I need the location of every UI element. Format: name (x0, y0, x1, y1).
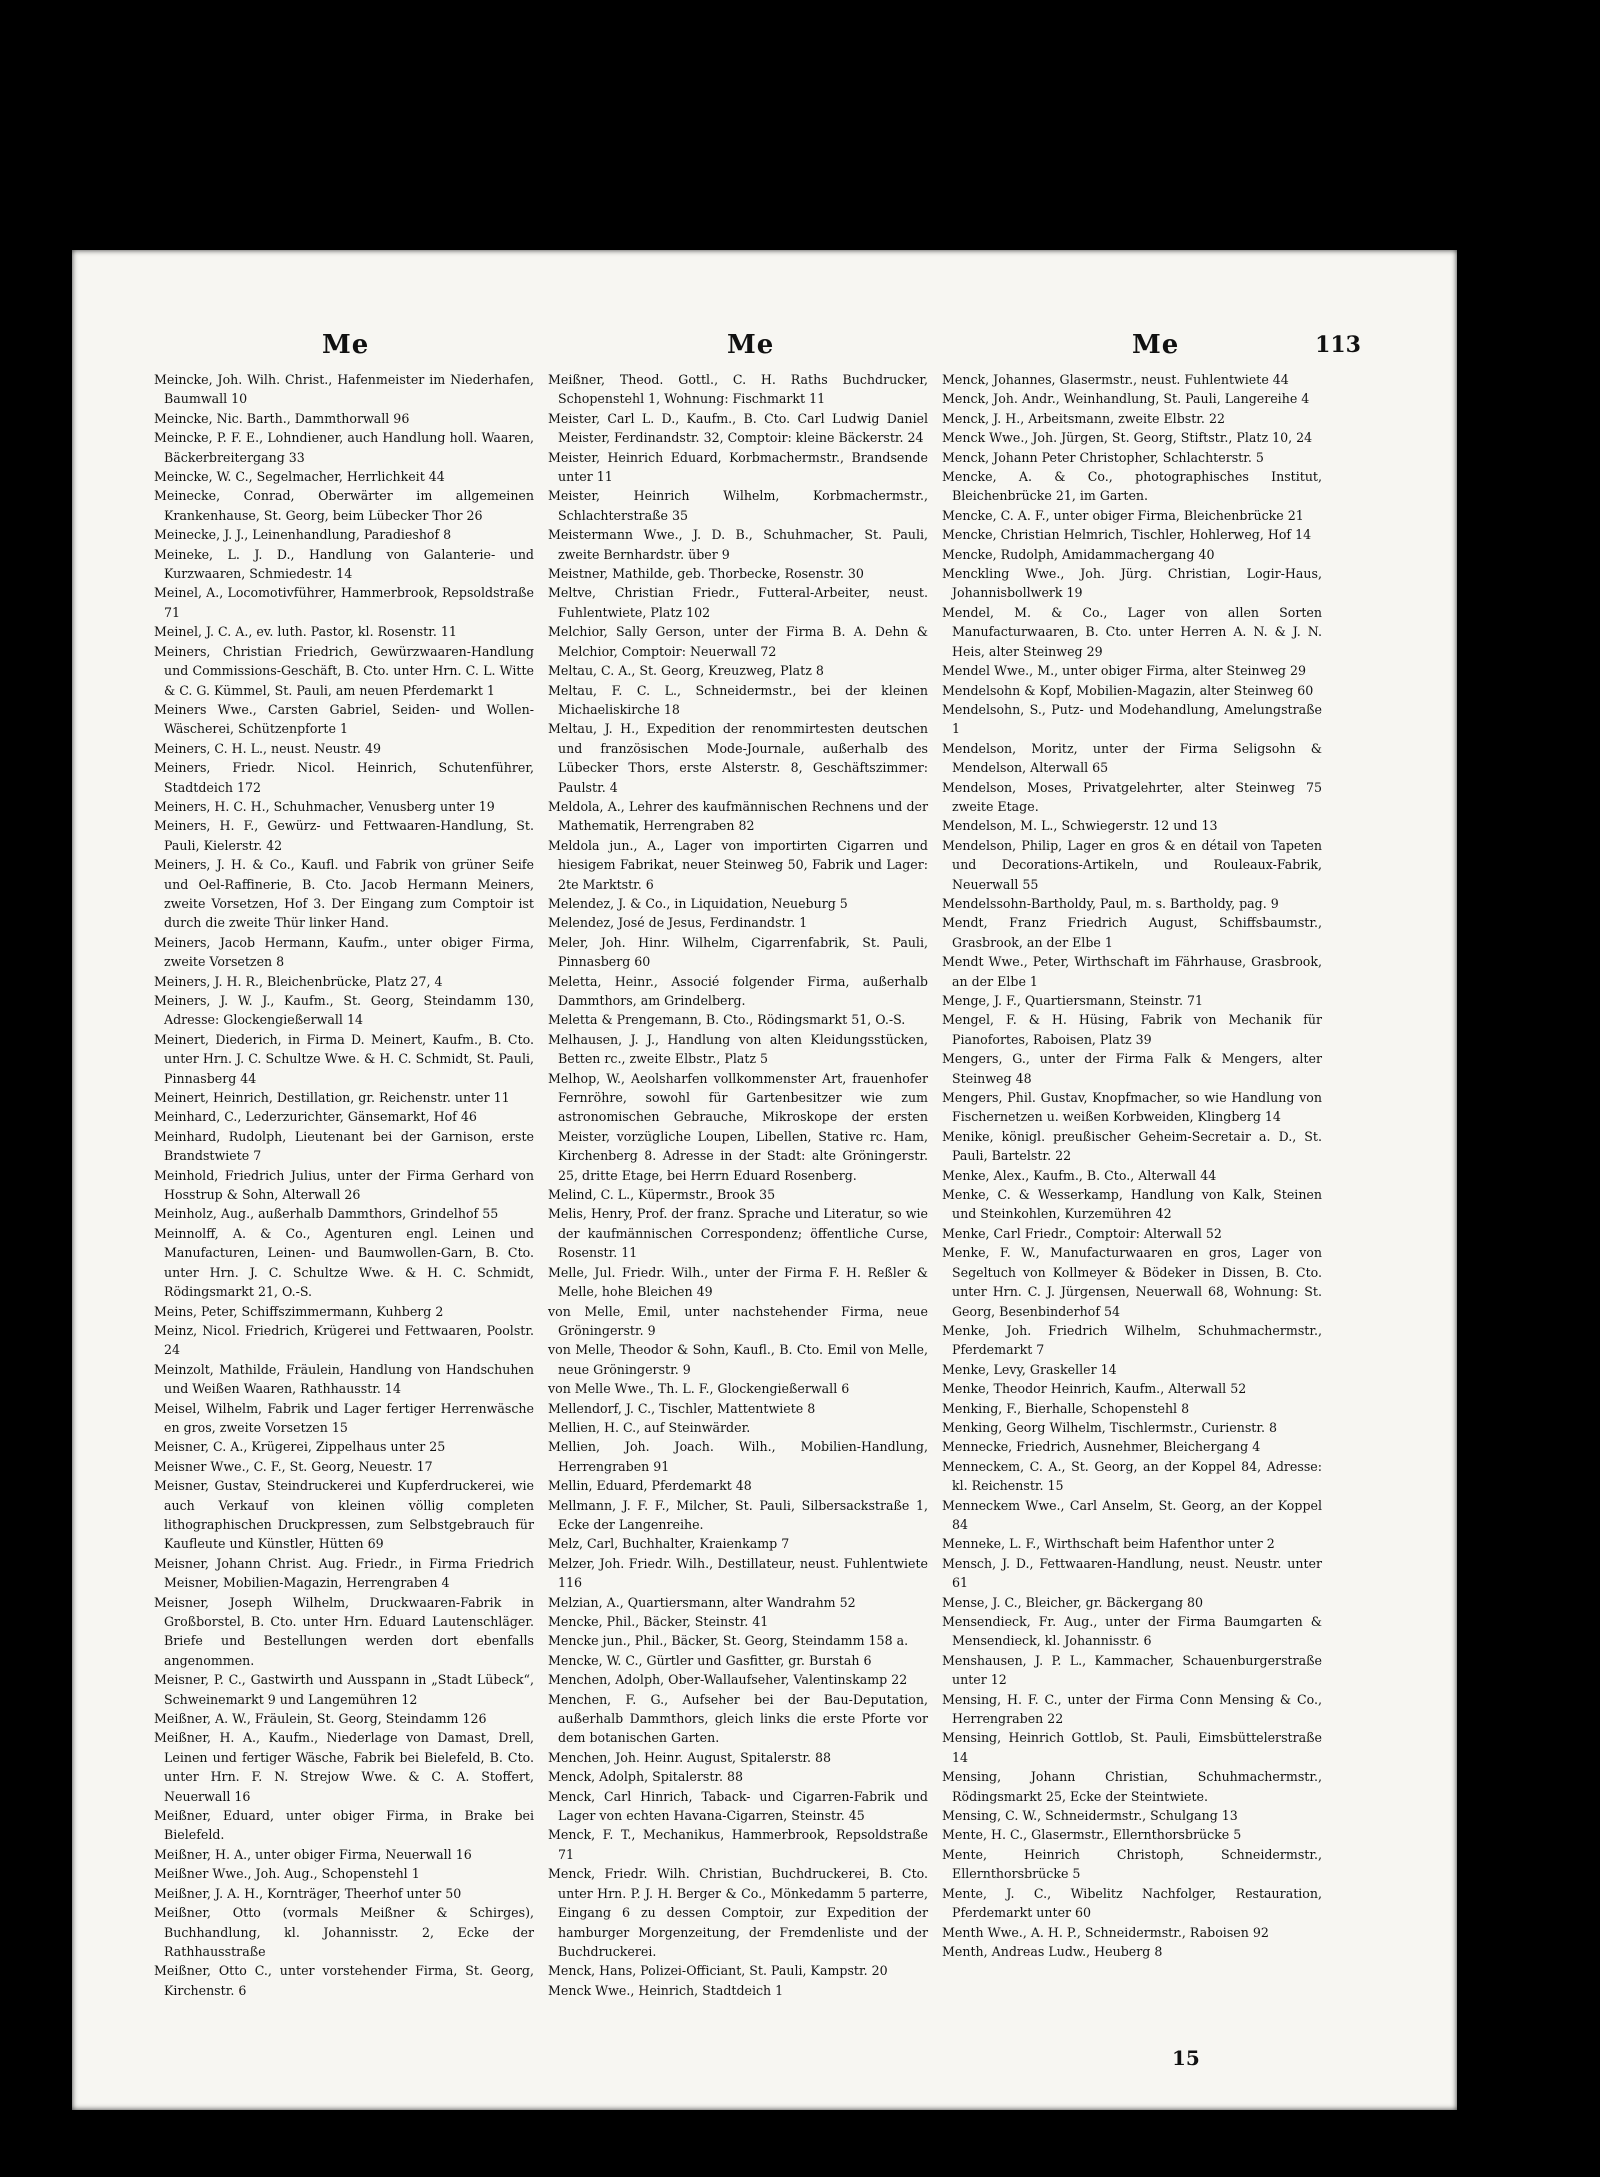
directory-entry: Menneckem Wwe., Carl Anselm, St. Georg, an der Koppel 84 (942, 1497, 1322, 1532)
directory-entry: Meiners, J. W. J., Kaufm., St. Georg, Steindamm 130, Adresse: Glockengießerwall 14 (154, 993, 534, 1028)
column-middle (548, 370, 928, 1998)
directory-entry: Menike, königl. preußischer Geheim-Secretair a. D., St. Pauli, Bartelstr. 22 (942, 1128, 1322, 1164)
directory-entry: Meister, Heinrich Eduard, Korbmachermstr., Brandsende unter 11 (548, 449, 928, 485)
directory-entry: Meinhold, Friedrich Julius, unter der Firma Gerhard von Hosstrup & Sohn, Alterwall 26 (154, 1167, 534, 1203)
directory-entry: Meistermann Wwe., J. D. B., Schuhmacher, St. Pauli, zweite Bernhardstr. über 9 (548, 527, 928, 562)
directory-entry: Meinecke, J. J., Leinenhandlung, Paradieshof 8 (154, 527, 452, 543)
directory-entry: Menshausen, J. P. L., Kammacher, Schauenburgerstraße unter 12 (942, 1652, 1322, 1688)
directory-entry: Meltau, J. H., Expedition der renommirtesten deutschen und französischen Mode-Journale, außerhalb des Lübecker Thors, erste Alsterstr. 8, Geschäftszimmer: Paulstr. 4 (548, 721, 928, 795)
header-left: Me (322, 330, 370, 360)
directory-entry: von Melle, Theodor & Sohn, Kaufl., B. Cto. Emil von Melle, neue Gröningerstr. 9 (548, 1342, 928, 1377)
directory-entry: Mendel Wwe., M., unter obiger Firma, alter Steinweg 29 (942, 663, 1306, 679)
directory-entry: Meiners, H. C. H., Schuhmacher, Venusberg unter 19 (154, 798, 495, 814)
directory-entry: Meiners, Jacob Hermann, Kaufm., unter obiger Firma, zweite Vorsetzen 8 (154, 934, 534, 970)
directory-entry: Menth Wwe., A. H. P., Schneidermstr., Raboisen 92 (942, 1924, 1269, 1940)
column-right (942, 370, 1322, 1990)
directory-entry: Meister, Heinrich Wilhelm, Korbmachermstr., Schlachterstraße 35 (548, 488, 928, 523)
directory-entry: Meisner, Gustav, Steindruckerei und Kupferdruckerei, wie auch Verkauf von kleinen völlig completen lithographischen Druckpressen, zum Selbstgebrauch für Kaufleute und Künstler, Hütten 69 (154, 1478, 534, 1552)
directory-entry: Mendt Wwe., Peter, Wirthschaft im Fährhause, Grasbrook, an der Elbe 1 (942, 954, 1322, 989)
directory-entry: Melendez, José de Jesus, Ferdinandstr. 1 (548, 915, 808, 931)
directory-entry: Menck, J. H., Arbeitsmann, zweite Elbstr. 22 (942, 410, 1225, 426)
directory-entry: Mensendieck, Fr. Aug., unter der Firma Baumgarten & Mensendieck, kl. Johannisstr. 6 (942, 1614, 1322, 1649)
column-left (154, 370, 534, 1998)
directory-entry: Meißner, H. A., Kaufm., Niederlage von Damast, Drell, Leinen und fertiger Wäsche, Fabrik bei Bielefeld, B. Cto. unter Hrn. F. N. Strejow Wwe. & C. A. Stoffert, Neuerwall 16 (154, 1730, 534, 1804)
directory-entry: von Melle, Emil, unter nachstehender Firma, neue Gröningerstr. 9 (548, 1303, 928, 1338)
directory-entry: Meinz, Nicol. Friedrich, Krügerei und Fettwaaren, Poolstr. 24 (154, 1322, 534, 1358)
directory-entry: Menke, Carl Friedr., Comptoir: Alterwall 52 (942, 1225, 1222, 1241)
directory-entry: Mennecke, Friedrich, Ausnehmer, Bleichergang 4 (942, 1439, 1261, 1455)
directory-entry: Meinnolff, A. & Co., Agenturen engl. Leinen und Manufacturen, Leinen- und Baumwollen-Garn, B. Cto. unter Hrn. J. C. Schultze Wwe. & H. C. Schmidt, Rödingsmarkt 21, O.-S. (154, 1225, 534, 1300)
directory-entry: Menke, Levy, Graskeller 14 (942, 1361, 1117, 1377)
directory-entry: Meisner Wwe., C. F., St. Georg, Neuestr. 17 (154, 1458, 433, 1474)
directory-entry: Meincke, W. C., Segelmacher, Herrlichkeit 44 (154, 469, 445, 485)
directory-entry: Menking, F., Bierhalle, Schopenstehl 8 (942, 1400, 1190, 1416)
directory-entry: Melz, Carl, Buchhalter, Kraienkamp 7 (548, 1536, 790, 1552)
directory-entry: Meißner, Otto C., unter vorstehender Firma, St. Georg, Kirchenstr. 6 (154, 1963, 534, 1998)
directory-entry: Meineke, L. J. D., Handlung von Galanterie- und Kurzwaaren, Schmiedestr. 14 (154, 546, 534, 582)
directory-entry: Mente, Heinrich Christoph, Schneidermstr., Ellernthorsbrücke 5 (942, 1846, 1322, 1882)
directory-entry: Mellien, Joh. Joach. Wilh., Mobilien-Handlung, Herrengraben 91 (548, 1439, 928, 1474)
directory-entry: Meiners, Friedr. Nicol. Heinrich, Schutenführer, Stadtdeich 172 (154, 760, 534, 795)
directory-entry: Menke, Joh. Friedrich Wilhelm, Schuhmachermstr., Pferdemarkt 7 (942, 1322, 1322, 1358)
directory-entry: Meißner, Otto (vormals Meißner & Schirges), Buchhandlung, kl. Johannisstr. 2, Ecke der Rathhausstraße (154, 1905, 534, 1959)
directory-entry: Mencke, Christian Helmrich, Tischler, Hohlerweg, Hof 14 (942, 527, 1312, 543)
directory-entry: Menchen, Adolph, Ober-Wallaufseher, Valentinskamp 22 (548, 1672, 908, 1688)
directory-entry: Melind, C. L., Küpermstr., Brook 35 (548, 1187, 776, 1203)
directory-entry: Meldola jun., A., Lager von importirten Cigarren und hiesigem Fabrikat, neuer Steinweg 50, Fabrik und Lager: 2te Marktstr. 6 (548, 837, 928, 892)
directory-entry: Menge, J. F., Quartiersmann, Steinstr. 71 (942, 993, 1203, 1008)
directory-entry: Menck, Johann Peter Christopher, Schlachterstr. 5 (942, 449, 1264, 465)
directory-entry: Mellendorf, J. C., Tischler, Mattentwiete 8 (548, 1400, 816, 1416)
directory-entry: Melchior, Sally Gerson, unter der Firma B. A. Dehn & Melchior, Comptoir: Neuerwall 72 (548, 624, 928, 659)
directory-entry: Melle, Jul. Friedr. Wilh., unter der Firma F. H. Reßler & Melle, hohe Bleichen 49 (548, 1264, 928, 1300)
directory-entry: Meincke, P. F. E., Lohndiener, auch Handlung holl. Waaren, Bäckerbreitergang 33 (154, 430, 534, 465)
directory-entry: Mellmann, J. F. F., Milcher, St. Pauli, Silbersackstraße 1, Ecke der Langenreihe. (548, 1497, 928, 1532)
directory-entry: Menke, Alex., Kaufm., B. Cto., Alterwall 44 (942, 1167, 1217, 1183)
directory-entry: Mensing, Johann Christian, Schuhmachermstr., Rödingsmarkt 25, Ecke der Steintwiete. (942, 1769, 1322, 1804)
directory-entry: Mendelson, Moses, Privatgelehrter, alter Steinweg 75 zweite Etage. (942, 779, 1322, 814)
directory-entry: Menchen, Joh. Heinr. August, Spitalerstr. 88 (548, 1749, 832, 1765)
running-header (72, 330, 1457, 366)
directory-entry: Mensing, C. W., Schneidermstr., Schulgang 13 (942, 1808, 1238, 1824)
directory-entry: Meins, Peter, Schiffszimmermann, Kuhberg 2 (154, 1303, 444, 1319)
directory-entry: Menck Wwe., Joh. Jürgen, St. Georg, Stiftstr., Platz 10, 24 (942, 430, 1313, 446)
directory-entry: Mencke, Rudolph, Amidammachergang 40 (942, 546, 1215, 562)
directory-entry: Meinert, Heinrich, Destillation, gr. Reichenstr. unter 11 (154, 1090, 510, 1106)
directory-entry: Meincke, Joh. Wilh. Christ., Hafenmeister im Niederhafen, Baumwall 10 (154, 372, 534, 407)
directory-entry: Meletta, Heinr., Associé folgender Firma, außerhalb Dammthors, am Grindelberg. (548, 973, 928, 1008)
directory-entry: Mendelssohn-Bartholdy, Paul, m. s. Bartholdy, pag. 9 (942, 895, 1279, 911)
directory-entry: Melhausen, J. J., Handlung von alten Kleidungsstücken, Betten rc., zweite Elbstr., Platz 5 (548, 1031, 928, 1067)
directory-entry: Meinhard, C., Lederzurichter, Gänsemarkt, Hof 46 (154, 1109, 477, 1125)
directory-entry: Meisner, P. C., Gastwirth und Ausspann in „Stadt Lübeck“, Schweinemarkt 9 und Langemühren 12 (154, 1672, 534, 1707)
directory-entry: Meisel, Wilhelm, Fabrik und Lager fertiger Herrenwäsche en gros, zweite Vorsetzen 15 (154, 1400, 534, 1435)
directory-entry: Meinecke, Conrad, Oberwärter im allgemeinen Krankenhause, St. Georg, beim Lübecker Thor 26 (154, 488, 534, 523)
directory-entry: Meißner, Theod. Gottl., C. H. Raths Buchdrucker, Schopenstehl 1, Wohnung: Fischmarkt 11 (548, 372, 928, 407)
directory-entry: Meltau, F. C. L., Schneidermstr., bei der kleinen Michaeliskirche 18 (548, 682, 928, 717)
directory-entry: Melzian, A., Quartiersmann, alter Wandrahm 52 (548, 1594, 856, 1610)
book-spine-shadow (0, 0, 70, 2177)
directory-entry: Meiners, J. H. R., Bleichenbrücke, Platz 27, 4 (154, 973, 443, 989)
directory-entry: Mendel, M. & Co., Lager von allen Sorten Manufacturwaaren, B. Cto. unter Herren A. N. & J. N. Heis, alter Steinweg 29 (942, 604, 1322, 659)
directory-entry: Mencke, C. A. F., unter obiger Firma, Bleichenbrücke 21 (942, 507, 1304, 523)
directory-entry: Meinert, Diederich, in Firma D. Meinert, Kaufm., B. Cto. unter Hrn. J. C. Schultze Wwe. & H. C. Schmidt, St. Pauli, Pinnasberg 44 (154, 1031, 534, 1086)
directory-entry: Menking, Georg Wilhelm, Tischlermstr., Curienstr. 8 (942, 1419, 1277, 1435)
directory-entry: Mendt, Franz Friedrich August, Schiffsbaumstr., Grasbrook, an der Elbe 1 (942, 915, 1322, 950)
directory-entry: Meinzolt, Mathilde, Fräulein, Handlung von Handschuhen und Weißen Waaren, Rathhausstr. 14 (154, 1361, 534, 1397)
directory-entry: Menneckem, C. A., St. Georg, an der Koppel 84, Adresse: kl. Reichenstr. 15 (942, 1458, 1322, 1494)
directory-entry: Meistner, Mathilde, geb. Thorbecke, Rosenstr. 30 (548, 566, 864, 582)
directory-entry: Mencke, Phil., Bäcker, Steinstr. 41 (548, 1614, 769, 1629)
directory-entry: Meiners, J. H. & Co., Kaufl. und Fabrik von grüner Seife und Oel-Raffinerie, B. Cto. Jacob Hermann Meiners, zweite Vorsetzen, Hof 3. Der Eingang zum Comptoir ist durch die zweite Thür linker Hand. (154, 857, 534, 931)
directory-entry: Mencke, A. & Co., photographisches Institut, Bleichenbrücke 21, im Garten. (942, 469, 1322, 504)
directory-entry: Mensch, J. D., Fettwaaren-Handlung, neust. Neustr. unter 61 (942, 1555, 1322, 1591)
directory-entry: Meltau, C. A., St. Georg, Kreuzweg, Platz 8 (548, 663, 824, 679)
directory-entry: Mengers, Phil. Gustav, Knopfmacher, so wie Handlung von Fischernetzen u. weißen Korbweiden, Klingberg 14 (942, 1090, 1322, 1125)
directory-entry: Menke, Theodor Heinrich, Kaufm., Alterwall 52 (942, 1381, 1247, 1397)
directory-entry: Mensing, Heinrich Gottlob, St. Pauli, Eimsbüttelerstraße 14 (942, 1730, 1322, 1765)
directory-entry: Melendez, J. & Co., in Liquidation, Neueburg 5 (548, 895, 848, 911)
directory-entry: Mencke jun., Phil., Bäcker, St. Georg, Steindamm 158 a. (548, 1633, 909, 1649)
directory-entry: Meiners, H. F., Gewürz- und Fettwaaren-Handlung, St. Pauli, Kielerstr. 42 (154, 818, 534, 853)
directory-entry: Meincke, Nic. Barth., Dammthorwall 96 (154, 410, 410, 426)
directory-entry: Mendelson, M. L., Schwiegerstr. 12 und 13 (942, 818, 1218, 834)
directory-entry: Meißner, H. A., unter obiger Firma, Neuerwall 16 (154, 1846, 472, 1862)
directory-entry: Mente, J. C., Wibelitz Nachfolger, Restauration, Pferdemarkt unter 60 (942, 1885, 1322, 1921)
directory-entry: Meißner Wwe., Joh. Aug., Schopenstehl 1 (154, 1866, 420, 1882)
directory-entry: Meinholz, Aug., außerhalb Dammthors, Grindelhof 55 (154, 1206, 499, 1222)
directory-entry: Menck, Johannes, Glasermstr., neust. Fuhlentwiete 44 (942, 372, 1289, 387)
directory-entry: Meinel, A., Locomotivführer, Hammerbrook, Repsoldstraße 71 (154, 585, 534, 620)
directory-entry: Menck, Carl Hinrich, Taback- und Cigarren-Fabrik und Lager von echten Havana-Cigarren, Steinstr. 45 (548, 1788, 928, 1824)
directory-entry: Mensing, H. F. C., unter der Firma Conn Mensing & Co., Herrengraben 22 (942, 1691, 1322, 1727)
directory-entry: Mendelsohn & Kopf, Mobilien-Magazin, alter Steinweg 60 (942, 682, 1314, 698)
directory-entry: Meiners, Christian Friedrich, Gewürzwaaren-Handlung und Commissions-Geschäft, B. Cto. unter Hrn. C. L. Witte & C. G. Kümmel, St. Pauli, am neuen Pferdemarkt 1 (154, 643, 534, 698)
directory-entry: Meißner, J. A. H., Kornträger, Theerhof unter 50 (154, 1885, 462, 1901)
directory-entry: Meldola, A., Lehrer des kaufmännischen Rechnens und der Mathematik, Herrengraben 82 (548, 798, 928, 834)
directory-entry: von Melle Wwe., Th. L. F., Glockengießerwall 6 (548, 1381, 850, 1397)
directory-entry: Mendelson, Philip, Lager en gros & en détail von Tapeten und Decorations-Artikeln, und Rouleaux-Fabrik, Neuerwall 55 (942, 837, 1322, 892)
directory-entry: Meisner, C. A., Krügerei, Zippelhaus unter 25 (154, 1439, 446, 1455)
directory-entry: Meißner, A. W., Fräulein, St. Georg, Steindamm 126 (154, 1711, 487, 1727)
directory-entry: Menke, C. & Wesserkamp, Handlung von Kalk, Steinen und Steinkohlen, Kurzemühren 42 (942, 1187, 1322, 1222)
directory-entry: Menth, Andreas Ludw., Heuberg 8 (942, 1943, 1163, 1959)
page-number: 113 (1315, 332, 1361, 358)
directory-entry: Menck, F. T., Mechanikus, Hammerbrook, Repsoldstraße 71 (548, 1827, 928, 1862)
directory-entry: Melhop, W., Aeolsharfen vollkommenster Art, frauenhofer Fernröhre, sowohl für Gartenbesitzer wie zum astronomischen Gebrauche, Mikroskope der ersten Meister, vorzügliche Loupen, Libellen, Stative rc. Ham, Kirchenberg 8. Adresse in der Stadt: alte Gröningerstr. 25, dritte Etage, bei Herrn Eduard Rosenberg. (548, 1070, 928, 1183)
directory-entry: Menke, F. W., Manufacturwaaren en gros, Lager von Segeltuch von Kollmeyer & Bödeker in Dissen, B. Cto. unter Hrn. C. J. Jürgensen, Neuerwall 68, Wohnung: St. Georg, Besenbinderhof 54 (942, 1245, 1322, 1319)
directory-entry: Melzer, Joh. Friedr. Wilh., Destillateur, neust. Fuhlentwiete 116 (548, 1555, 928, 1591)
directory-entry: Menck, Friedr. Wilh. Christian, Buchdruckerei, B. Cto. unter Hrn. P. J. H. Berger & Co., Mönkedamm 5 parterre, Eingang 6 zu dessen Comptoir, zur Expedition der hamburger Morgenzeitung, der Fremdenliste und der Buchdruckerei. (548, 1866, 928, 1959)
directory-entry: Meiners Wwe., Carsten Gabriel, Seiden- und Wollen-Wäscherei, Schützenpforte 1 (154, 701, 534, 737)
directory-entry: Melis, Henry, Prof. der franz. Sprache und Literatur, so wie der kaufmännischen Correspondenz; öffentliche Curse, Rosenstr. 11 (548, 1206, 928, 1261)
directory-entry: Menck, Adolph, Spitalerstr. 88 (548, 1769, 744, 1785)
directory-entry: Mente, H. C., Glasermstr., Ellernthorsbrücke 5 (942, 1827, 1242, 1843)
directory-entry: Mellien, H. C., auf Steinwärder. (548, 1419, 751, 1435)
header-right: Me (1132, 330, 1180, 360)
directory-entry: Meler, Joh. Hinr. Wilhelm, Cigarrenfabrik, St. Pauli, Pinnasberg 60 (548, 934, 928, 970)
directory-entry: Mengel, F. & H. Hüsing, Fabrik von Mechanik für Pianofortes, Raboisen, Platz 39 (942, 1012, 1322, 1047)
directory-entry: Meißner, Eduard, unter obiger Firma, in Brake bei Bielefeld. (154, 1808, 534, 1843)
directory-entry: Menck, Joh. Andr., Weinhandlung, St. Pauli, Langereihe 4 (942, 391, 1310, 407)
directory-entry: Menck, Hans, Polizei-Officiant, St. Pauli, Kampstr. 20 (548, 1963, 888, 1979)
directory-entry: Menckling Wwe., Joh. Jürg. Christian, Logir-Haus, Johannisbollwerk 19 (942, 566, 1322, 601)
directory-entry: Menchen, F. G., Aufseher bei der Bau-Deputation, außerhalb Dammthors, gleich links die erste Pforte vor dem botanischen Garten. (548, 1691, 928, 1746)
directory-entry: Menneke, L. F., Wirthschaft beim Hafenthor unter 2 (942, 1536, 1275, 1552)
directory-entry: Mendelson, Moritz, unter der Firma Seligsohn & Mendelson, Alterwall 65 (942, 740, 1322, 776)
directory-entry: Meisner, Joseph Wilhelm, Druckwaaren-Fabrik in Großborstel, B. Cto. unter Hrn. Eduard Lautenschläger. Briefe und Bestellungen werden dort ebenfalls angenommen. (154, 1594, 534, 1668)
directory-entry: Mencke, W. C., Gürtler und Gasfitter, gr. Burstah 6 (548, 1652, 872, 1668)
directory-entry: Meinel, J. C. A., ev. luth. Pastor, kl. Rosenstr. 11 (154, 624, 457, 640)
directory-entry: Meltve, Christian Friedr., Futteral-Arbeiter, neust. Fuhlentwiete, Platz 102 (548, 585, 928, 620)
directory-entry: Meinhard, Rudolph, Lieutenant bei der Garnison, erste Brandstwiete 7 (154, 1128, 534, 1164)
directory-entry: Mendelsohn, S., Putz- und Modehandlung, Amelungstraße 1 (942, 701, 1322, 737)
directory-entry: Mengers, G., unter der Firma Falk & Mengers, alter Steinweg 48 (942, 1051, 1322, 1086)
directory-entry: Mense, J. C., Bleicher, gr. Bäckergang 80 (942, 1594, 1204, 1610)
directory-entry: Meister, Carl L. D., Kaufm., B. Cto. Carl Ludwig Daniel Meister, Ferdinandstr. 32, Comptoir: kleine Bäckerstr. 24 (548, 410, 928, 446)
directory-entry: Meisner, Johann Christ. Aug. Friedr., in Firma Friedrich Meisner, Mobilien-Magazin, Herrengraben 4 (154, 1555, 534, 1591)
directory-entry: Meletta & Prengemann, B. Cto., Rödingsmarkt 51, O.-S. (548, 1012, 906, 1028)
header-center: Me (727, 330, 775, 360)
signature-mark: 15 (1172, 2046, 1200, 2070)
directory-entry: Menck Wwe., Heinrich, Stadtdeich 1 (548, 1982, 784, 1998)
directory-entry: Mellin, Eduard, Pferdemarkt 48 (548, 1478, 752, 1494)
directory-entry: Meiners, C. H. L., neust. Neustr. 49 (154, 740, 381, 756)
directory-page (72, 250, 1457, 2110)
